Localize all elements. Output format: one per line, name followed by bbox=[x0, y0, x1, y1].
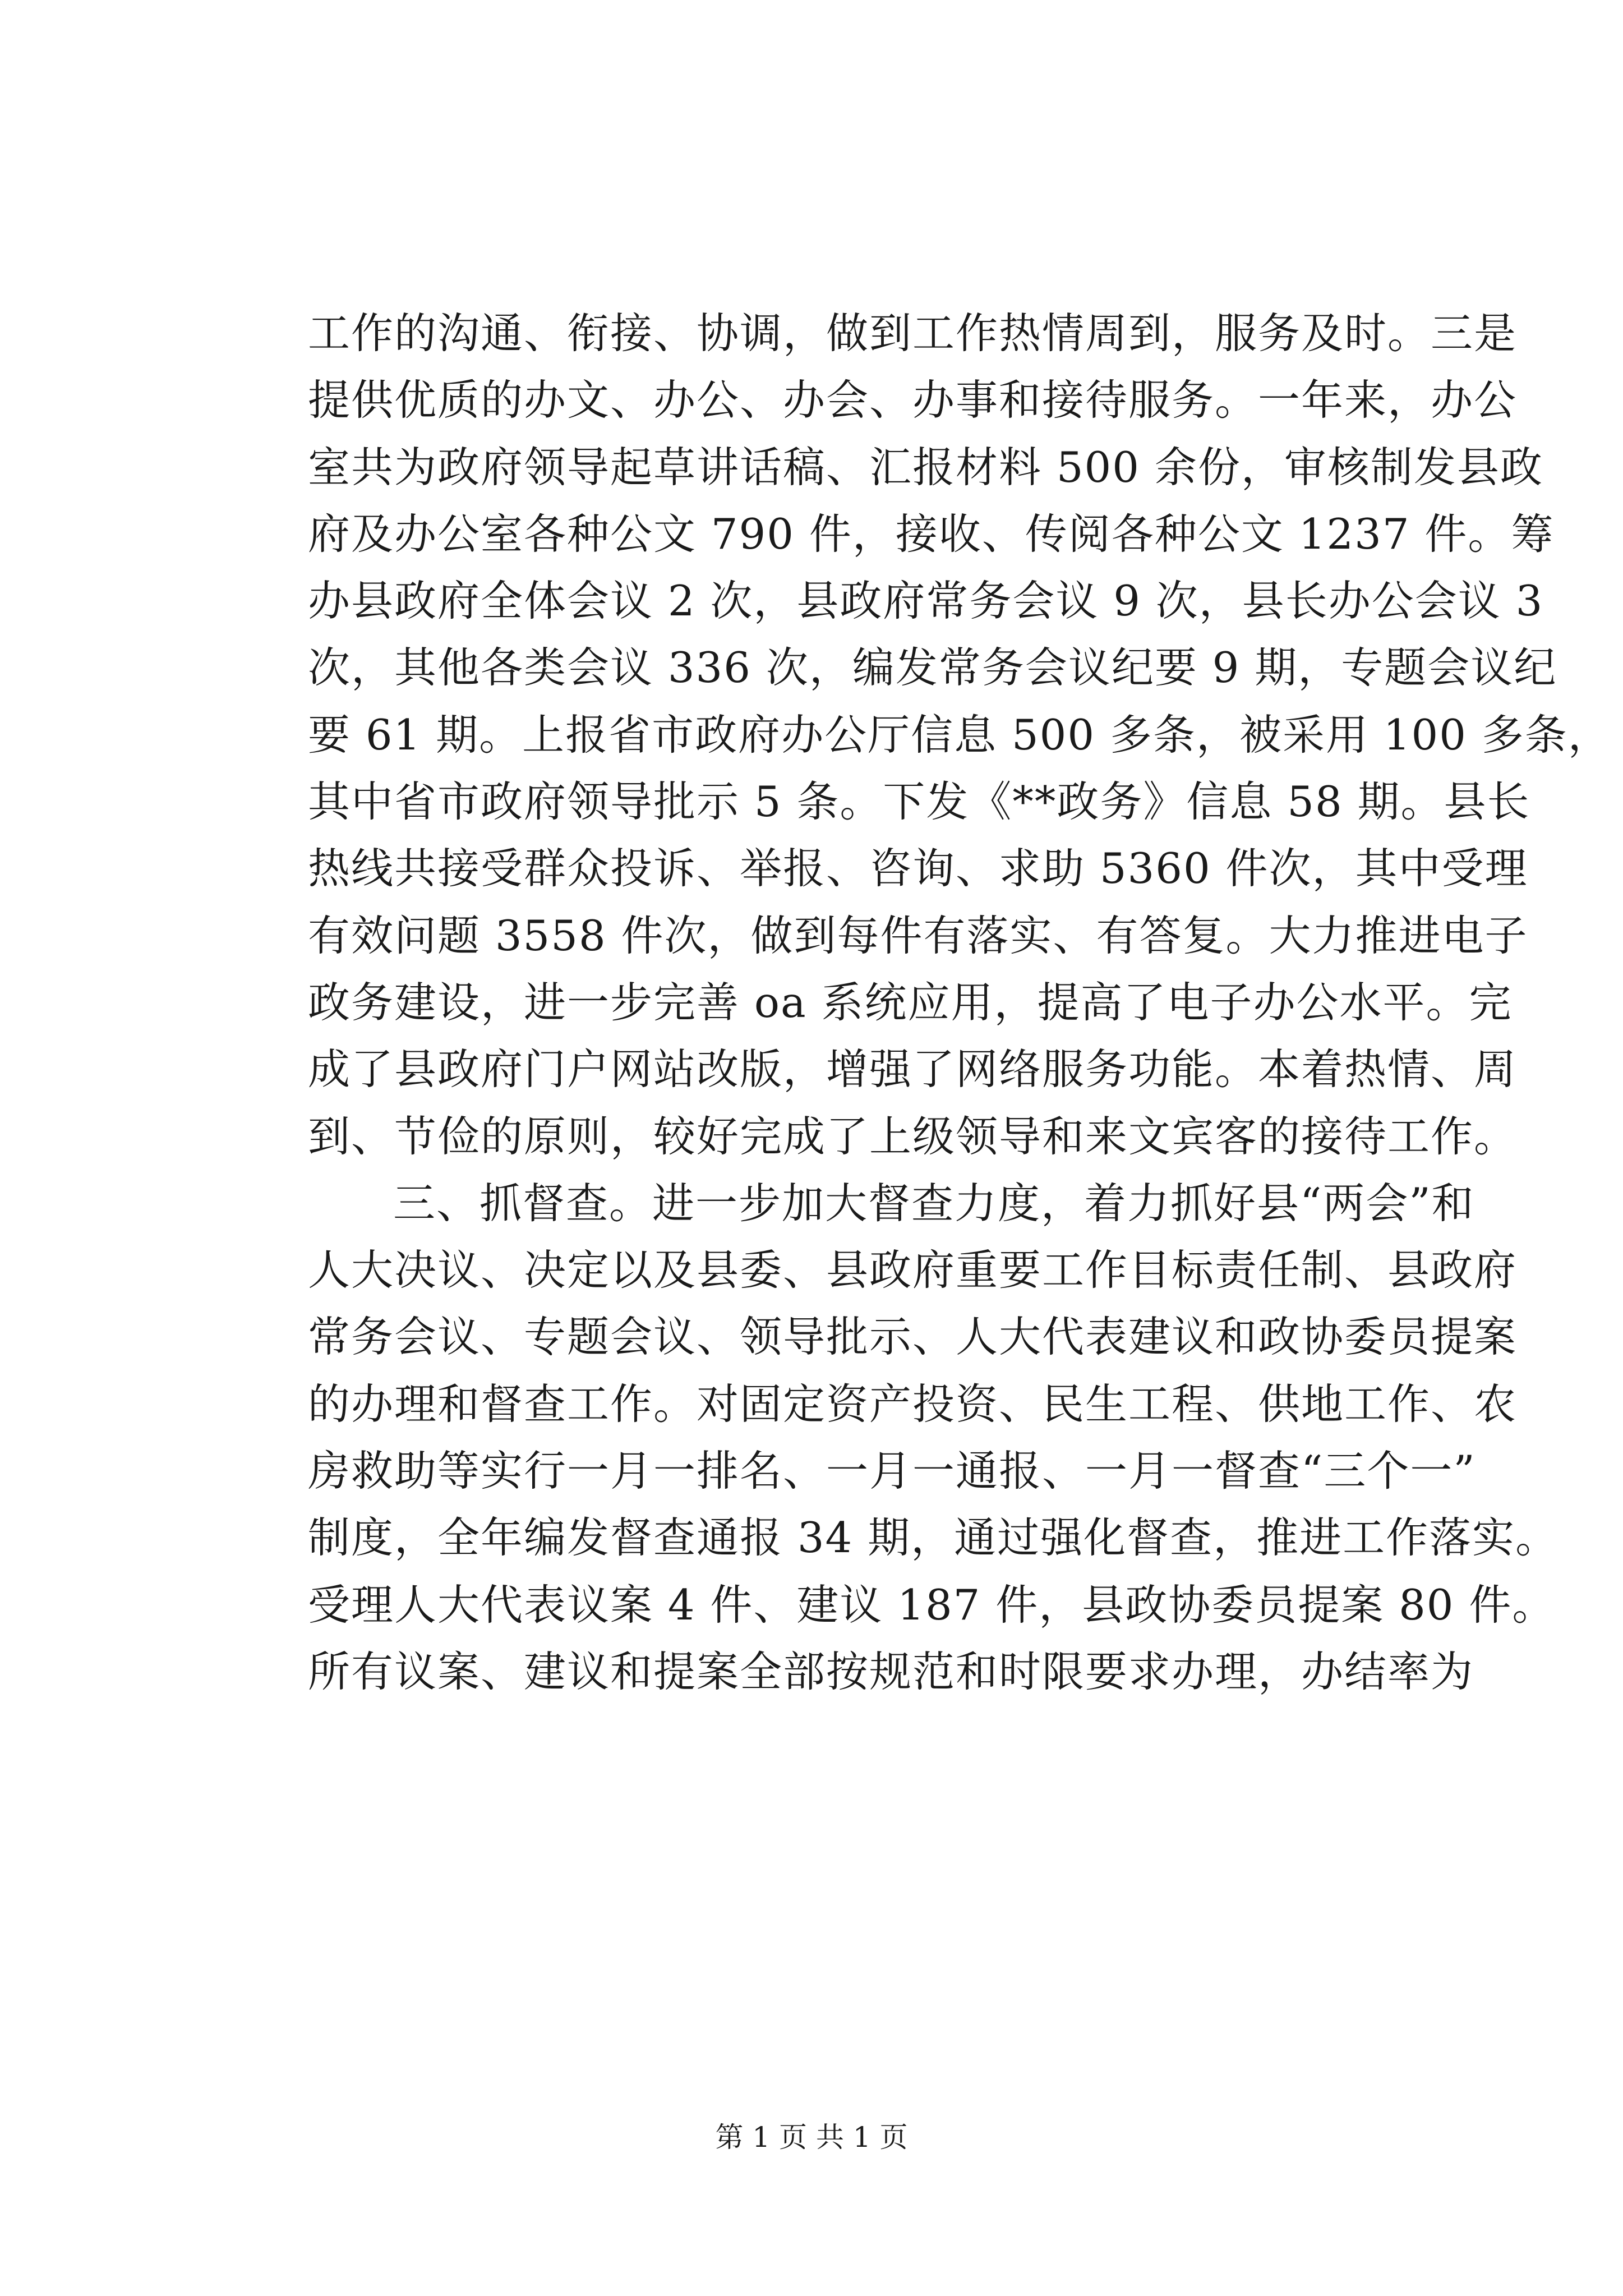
text-line-5: 办县政府全体会议 2 次，县政府常务会议 9 次，县长办公会议 3 bbox=[308, 576, 1544, 626]
text-line-3: 室共为政府领导起草讲话稿、汇报材料 500 余份，审核制发县政 bbox=[308, 442, 1543, 492]
body-text bbox=[308, 300, 1611, 1705]
text-line-19: 制度，全年编发督查通报 34 期，通过强化督查，推进工作落实。 bbox=[308, 1513, 1559, 1563]
text-line-18: 房救助等实行一月一排名、一月一通报、一月一督查“三个一” bbox=[308, 1446, 1476, 1496]
section-heading-line: 三、抓督查。进一步加大督查力度，着力抓好县“两会”和 bbox=[393, 1178, 1475, 1228]
text-line-6: 次，其他各类会议 336 次，编发常务会议纪要 9 期，专题会议纪 bbox=[308, 643, 1557, 693]
text-line-13: 到、节俭的原则，较好完成了上级领导和来文宾客的接待工作。 bbox=[308, 1111, 1518, 1161]
text-line-1: 工作的沟通、衔接、协调，做到工作热情周到，服务及时。三是 bbox=[308, 309, 1518, 358]
text-line-4: 府及办公室各种公文 790 件，接收、传阅各种公文 1237 件。筹 bbox=[308, 509, 1555, 559]
text-line-20: 受理人大代表议案 4 件、建议 187 件，县政协委员提案 80 件。 bbox=[308, 1580, 1556, 1630]
text-line-10: 有效问题 3558 件次，做到每件有落实、有答复。大力推进电子 bbox=[308, 910, 1528, 960]
page-footer: 第 1 页 共 1 页 bbox=[715, 2121, 908, 2154]
text-line-16: 常务会议、专题会议、领导批示、人大代表建议和政协委员提案 bbox=[308, 1312, 1518, 1362]
text-line-2: 提供优质的办文、办公、办会、办事和接待服务。一年来，办公 bbox=[308, 375, 1518, 425]
text-line-12: 成了县政府门户网站改版，增强了网络服务功能。本着热情、周 bbox=[308, 1045, 1518, 1094]
text-line-11: 政务建设，进一步完善 oa 系统应用，提高了电子办公水平。完 bbox=[308, 977, 1513, 1027]
text-line-21: 所有议案、建议和提案全部按规范和时限要求办理，办结率为 bbox=[308, 1646, 1474, 1696]
text-line-9: 热线共接受群众投诉、举报、咨询、求助 5360 件次，其中受理 bbox=[308, 844, 1528, 894]
text-line-17: 的办理和督查工作。对固定资产投资、民生工程、供地工作、农 bbox=[308, 1379, 1518, 1429]
text-line-7: 要 61 期。上报省市政府办公厅信息 500 多条，被采用 100 多条， bbox=[308, 710, 1611, 760]
text-line-15: 人大决议、决定以及县委、县政府重要工作目标责任制、县政府 bbox=[308, 1245, 1518, 1295]
text-line-8: 其中省市政府领导批示 5 条。下发《**政务》信息 58 期。县长 bbox=[308, 777, 1530, 827]
